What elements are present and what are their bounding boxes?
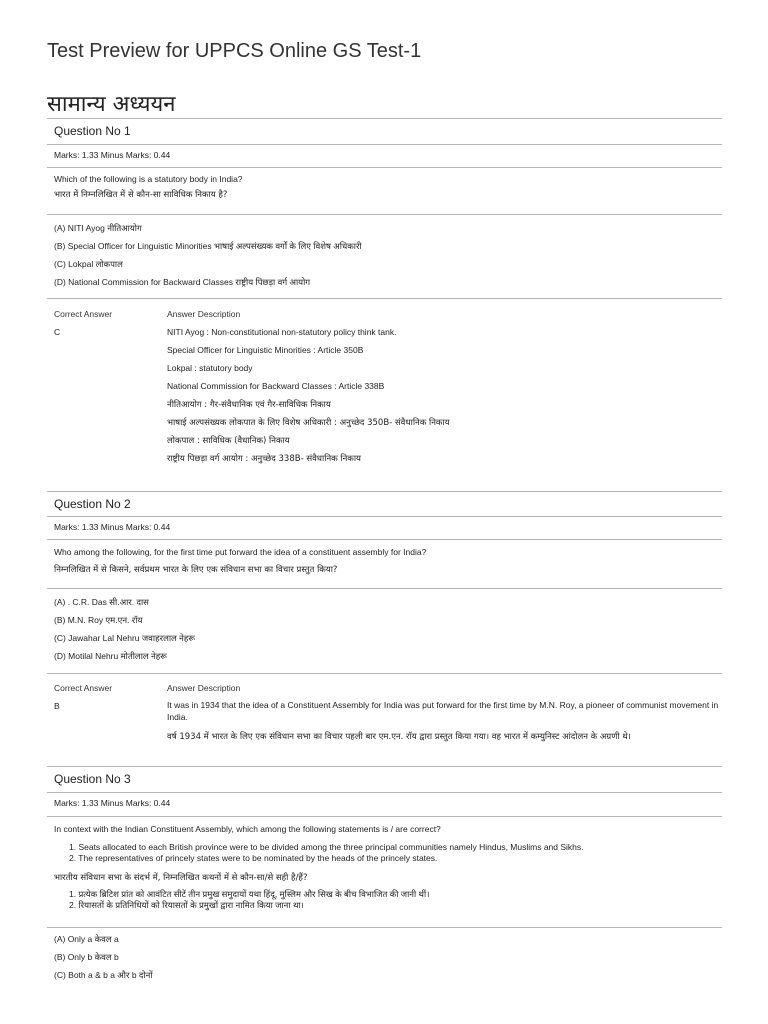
divider bbox=[47, 214, 722, 215]
option-d: (D) National Commission for Backward Classes राष्ट्रीय पिछड़ा वर्ग आयोग bbox=[54, 277, 311, 287]
description-line: नीतिआयोग : गैर-संवैधानिक एवं गैर-साविधिक निकाय bbox=[167, 400, 331, 410]
divider bbox=[47, 491, 722, 492]
description-line: It was in 1934 that the idea of a Constituent Assembly for India was put forward for the first time by M.N. Roy, a pioneer of communist movement in India. bbox=[167, 700, 719, 722]
description-line: लोकपाल : साविधिक (वैधानिक) निकाय bbox=[167, 436, 290, 446]
divider bbox=[47, 792, 722, 793]
option-a: (A) Only a केवल a bbox=[54, 934, 119, 944]
question-text-en: Which of the following is a statutory body in India? bbox=[54, 174, 243, 184]
option-c: (C) Jawahar Lal Nehru जवाहरलाल नेहरू bbox=[54, 633, 196, 643]
option-c: (C) Lokpal लोकपाल bbox=[54, 259, 123, 269]
correct-answer-label: Correct Answer bbox=[54, 309, 113, 319]
question-marks: Marks: 1.33 Minus Marks: 0.44 bbox=[54, 798, 171, 808]
divider bbox=[47, 766, 722, 767]
question-number: Question No 3 bbox=[54, 772, 131, 786]
divider bbox=[47, 144, 722, 145]
description-line: वर्ष 1934 में भारत के लिए एक संविधान सभा का विचार पहली बार एम.एन. रॉय द्वारा प्रस्तुत किया गया। वह भारत में कम्युनिस्ट आंदोलन के अग्रणी थे। bbox=[167, 732, 631, 742]
correct-answer-value: C bbox=[54, 327, 61, 337]
question-marks: Marks: 1.33 Minus Marks: 0.44 bbox=[54, 522, 171, 532]
option-c: (C) Both a & b a और b दोनों bbox=[54, 970, 153, 980]
statement-list-en bbox=[69, 842, 584, 864]
option-a: (A) NITI Ayog नीतिआयोग bbox=[54, 223, 142, 233]
divider bbox=[47, 516, 722, 517]
answer-description-label: Answer Description bbox=[167, 683, 241, 693]
question-number: Question No 1 bbox=[54, 124, 131, 138]
option-a: (A) . C.R. Das सी.आर. दास bbox=[54, 597, 149, 607]
divider bbox=[47, 118, 722, 119]
correct-answer-label: Correct Answer bbox=[54, 683, 113, 693]
question-text-hi: निम्नलिखित में से किसने, सर्वप्रथम भारत के लिए एक संविधान सभा का विचार प्रस्तुत किया? bbox=[54, 565, 338, 575]
correct-answer-value: B bbox=[54, 701, 60, 711]
option-b: (B) M.N. Roy एम.एन. रॉय bbox=[54, 615, 143, 625]
description-line: National Commission for Backward Classes : Article 338B bbox=[167, 381, 385, 391]
divider bbox=[47, 167, 722, 168]
option-d: (D) Motilal Nehru मोतीलाल नेहरू bbox=[54, 651, 167, 661]
option-b: (B) Only b केवल b bbox=[54, 952, 119, 962]
divider bbox=[47, 539, 722, 540]
question-marks: Marks: 1.33 Minus Marks: 0.44 bbox=[54, 150, 171, 160]
statement-list-hi bbox=[69, 889, 429, 911]
description-line: भाषाई अल्पसंख्यक लोकपात के लिए विशेष अधिकारी : अनुच्छेद 350B- संवैधानिक निकाय bbox=[167, 418, 450, 428]
answer-description-label: Answer Description bbox=[167, 309, 241, 319]
divider bbox=[47, 816, 722, 817]
description-line: Special Officer for Linguistic Minorities : Article 350B bbox=[167, 345, 364, 355]
page-title: Test Preview for UPPCS Online GS Test-1 bbox=[47, 40, 422, 62]
option-b: (B) Special Officer for Linguistic Minorities भाषाई अल्पसंख्यक वर्गों के लिए विशेष अधिकारी bbox=[54, 241, 362, 251]
statement-item: 2. The representatives of princely states were to be nominated by the heads of the princely states. bbox=[69, 853, 438, 863]
description-line: NITI Ayog : Non-constitutional non-statutory policy think tank. bbox=[167, 327, 397, 337]
question-text-hi: भारतीय संविधान सभा के संदर्भ में, निम्नलिखित कथनों में से कौन-सा/से सही है/हैं? bbox=[54, 873, 308, 883]
subject-heading: सामान्य अध्ययन bbox=[47, 92, 176, 117]
statement-item: 1. प्रत्येक ब्रिटिश प्रांत को आवंटित सीटें तीन प्रमुख समुदायों यथा हिंदू, मुस्लिम और सिख के बीच विभाजित की जानी थीं। bbox=[69, 889, 430, 899]
divider bbox=[47, 673, 722, 674]
question-number: Question No 2 bbox=[54, 497, 131, 511]
question-text-hi: भारत में निम्नलिखित में से कौन-सा साविधिक निकाय है? bbox=[54, 190, 228, 200]
statement-item: 2. रियासतों के प्रतिनिधियों को रियासतों के प्रमुखों द्वारा नामित किया जाना था। bbox=[69, 900, 304, 910]
divider bbox=[47, 927, 722, 928]
question-text-en: In context with the Indian Constituent Assembly, which among the following statements is / are correct? bbox=[54, 824, 441, 834]
question-text-en: Who among the following, for the first time put forward the idea of a constituent assembly for India? bbox=[54, 547, 427, 557]
divider bbox=[47, 588, 722, 589]
statement-item: 1. Seats allocated to each British province were to be divided among the three principal communities namely Hindus, Muslims and Sikhs. bbox=[69, 842, 584, 852]
description-line: राष्ट्रीय पिछड़ा वर्ग आयोग : अनुच्छेद 338B- संवैधानिक निकाय bbox=[167, 454, 361, 464]
description-line: Lokpal : statutory body bbox=[167, 363, 253, 373]
divider bbox=[47, 298, 722, 299]
